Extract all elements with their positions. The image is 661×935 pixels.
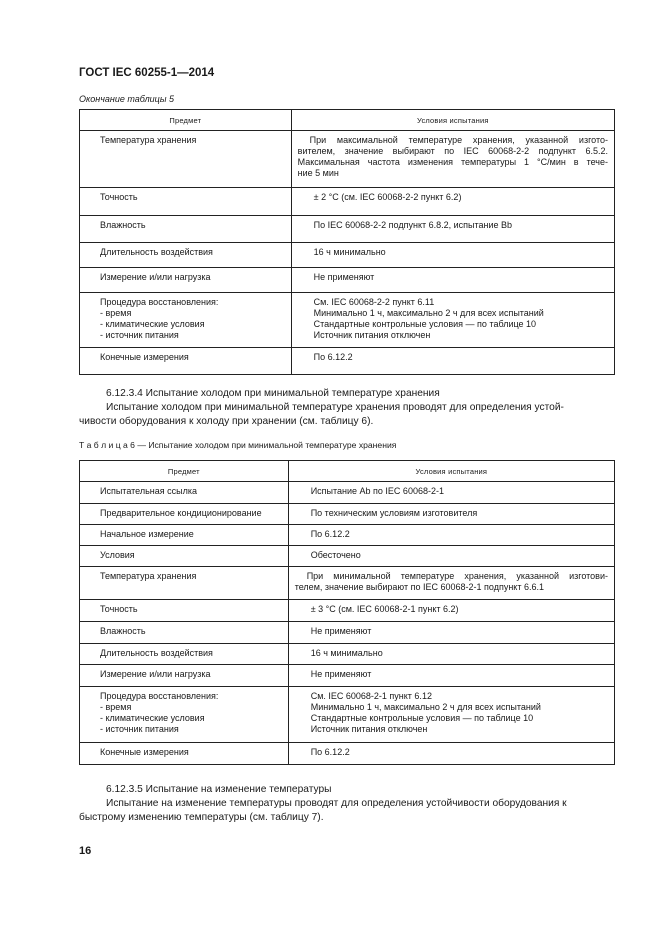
condition-line: По 6.12.2	[313, 352, 353, 362]
row-subject	[80, 743, 289, 765]
row-subject	[80, 131, 292, 188]
row-conditions	[288, 567, 614, 600]
condition-line: Минимально 1 ч, максимально 2 ч для всех испытаний	[310, 702, 541, 712]
section-6-12-3-4-heading: 6.12.3.4 Испытание холодом при минимальной температуре хранения	[106, 388, 440, 399]
subject-line: Измерение и/или нагрузка	[100, 669, 211, 679]
row-conditions	[288, 525, 614, 546]
table-5	[79, 109, 615, 375]
table-row	[80, 504, 615, 525]
row-subject	[80, 622, 289, 644]
table-row	[80, 687, 615, 743]
table-row	[80, 188, 615, 216]
row-subject	[80, 644, 289, 665]
condition-line: Максимальная частота изменения температуры 1 °С/мин в тече-	[297, 157, 608, 167]
section-6-12-3-4-text: Испытание холодом при минимальной температуре хранения проводят для определения устой- чивости оборудования к холоду при хранении (см. таблицу 6).	[79, 402, 564, 427]
subject-line: Длительность воздействия	[100, 648, 213, 658]
row-subject	[80, 188, 292, 216]
condition-line: Не применяют	[313, 272, 375, 282]
condition-line: Испытание Ab по IEC 60068-2-1	[310, 486, 444, 496]
subject-line: Условия	[100, 550, 135, 560]
table-row	[80, 243, 615, 268]
condition-line: Стандартные контрольные условия — по таблице 10	[310, 713, 534, 723]
table-row	[80, 131, 615, 188]
subject-line: Конечные измерения	[100, 352, 189, 362]
condition-line: ние 5 мин	[297, 168, 339, 178]
condition-line: 16 ч минимально	[313, 247, 386, 257]
condition-line: телем, значение выбирают по IEC 60068-2-1 подпункт 6.6.1	[294, 582, 544, 592]
table5-header-subject: Предмет	[80, 110, 292, 131]
condition-line: Не применяют	[310, 669, 372, 679]
row-subject	[80, 482, 289, 504]
table-row	[80, 268, 615, 293]
table-row	[80, 546, 615, 567]
row-conditions	[288, 644, 614, 665]
subject-line: Испытательная ссылка	[100, 486, 198, 496]
subject-line: - климатические условия	[100, 319, 205, 329]
table-row	[80, 665, 615, 687]
table5-header-conditions: Условия испытания	[291, 110, 614, 131]
condition-line: По IEC 60068-2-2 подпункт 6.8.2, испытание Bb	[313, 220, 513, 230]
subject-line: - климатические условия	[100, 713, 205, 723]
page-number: 16	[79, 845, 92, 857]
section-6-12-3-5-heading: 6.12.3.5 Испытание на изменение температуры	[106, 784, 332, 795]
table5-body	[80, 131, 615, 375]
table-row	[80, 216, 615, 243]
table6-header-conditions: Условия испытания	[288, 461, 614, 482]
row-conditions	[288, 482, 614, 504]
row-subject	[80, 348, 292, 375]
subject-line: Длительность воздействия	[100, 247, 213, 257]
condition-line: Стандартные контрольные условия — по таблице 10	[313, 319, 537, 329]
row-conditions	[288, 504, 614, 525]
row-subject	[80, 687, 289, 743]
subject-line: Влажность	[100, 626, 146, 636]
subject-line: Предварительное кондиционирование	[100, 508, 262, 518]
subject-line: Процедура восстановления:	[100, 691, 219, 701]
table-row	[80, 622, 615, 644]
row-conditions	[288, 665, 614, 687]
table-row	[80, 348, 615, 375]
table6-caption: Т а б л и ц а 6 — Испытание холодом при минимальной температуре хранения	[79, 440, 397, 450]
row-conditions	[291, 268, 614, 293]
condition-line: См. IEC 60068-2-2 пункт 6.11	[313, 297, 435, 307]
condition-line: ± 3 °С (см. IEC 60068-2-1 пункт 6.2)	[310, 604, 459, 614]
row-subject	[80, 567, 289, 600]
row-subject	[80, 504, 289, 525]
document-header: ГОСТ IEC 60255-1—2014	[79, 67, 215, 79]
subject-line: Точность	[100, 604, 138, 614]
row-subject	[80, 546, 289, 567]
row-conditions	[288, 743, 614, 765]
row-subject	[80, 268, 292, 293]
condition-line: ± 2 °С (см. IEC 60068-2-2 пункт 6.2)	[313, 192, 462, 202]
row-conditions	[291, 131, 614, 188]
row-subject	[80, 243, 292, 268]
condition-line: Минимально 1 ч, максимально 2 ч для всех испытаний	[313, 308, 544, 318]
condition-line: вителем, значение выбирают по IEC 60068-2-2 подпункт 6.5.2.	[297, 146, 608, 156]
condition-line: При минимальной температуре хранения, указанной изготови-	[306, 571, 608, 581]
subject-line: - время	[100, 308, 132, 318]
condition-line: Источник питания отключен	[310, 724, 428, 734]
condition-line: См. IEC 60068-2-1 пункт 6.12	[310, 691, 432, 701]
subject-line: - источник питания	[100, 724, 179, 734]
row-conditions	[288, 622, 614, 644]
condition-line: 16 ч минимально	[310, 648, 383, 658]
table6-body	[80, 482, 615, 765]
row-subject	[80, 525, 289, 546]
row-conditions	[288, 687, 614, 743]
row-conditions	[291, 188, 614, 216]
condition-line: Обесточено	[310, 550, 361, 560]
table-row	[80, 293, 615, 348]
condition-line: По 6.12.2	[310, 747, 350, 757]
row-subject	[80, 293, 292, 348]
condition-line: Источник питания отключен	[313, 330, 431, 340]
subject-line: Температура хранения	[100, 135, 197, 145]
subject-line: Процедура восстановления:	[100, 297, 219, 307]
subject-line: Точность	[100, 192, 138, 202]
table-row	[80, 567, 615, 600]
row-conditions	[288, 546, 614, 567]
subject-line: Измерение и/или нагрузка	[100, 272, 211, 282]
subject-line: Начальное измерение	[100, 529, 194, 539]
subject-line: - источник питания	[100, 330, 179, 340]
table-row	[80, 525, 615, 546]
table-row	[80, 482, 615, 504]
table-6	[79, 460, 615, 765]
subject-line: - время	[100, 702, 132, 712]
table5-caption: Окончание таблицы 5	[79, 94, 174, 104]
condition-line: По техническим условиям изготовителя	[310, 508, 478, 518]
table-row	[80, 743, 615, 765]
row-subject	[80, 216, 292, 243]
row-conditions	[291, 348, 614, 375]
subject-line: Влажность	[100, 220, 146, 230]
row-conditions	[291, 216, 614, 243]
row-subject	[80, 665, 289, 687]
subject-line: Конечные измерения	[100, 747, 189, 757]
table-row	[80, 644, 615, 665]
row-conditions	[288, 600, 614, 622]
table6-header-subject: Предмет	[80, 461, 289, 482]
condition-line: Не применяют	[310, 626, 372, 636]
condition-line: По 6.12.2	[310, 529, 350, 539]
row-conditions	[291, 243, 614, 268]
row-conditions	[291, 293, 614, 348]
condition-line: При максимальной температуре хранения, указанной изгото-	[309, 135, 608, 145]
section-6-12-3-5-text: Испытание на изменение температуры проводят для определения устойчивости оборудования к быстрому изменению температуры (см. таблицу 7).	[79, 798, 567, 823]
subject-line: Температура хранения	[100, 571, 197, 581]
row-subject	[80, 600, 289, 622]
table-row	[80, 600, 615, 622]
